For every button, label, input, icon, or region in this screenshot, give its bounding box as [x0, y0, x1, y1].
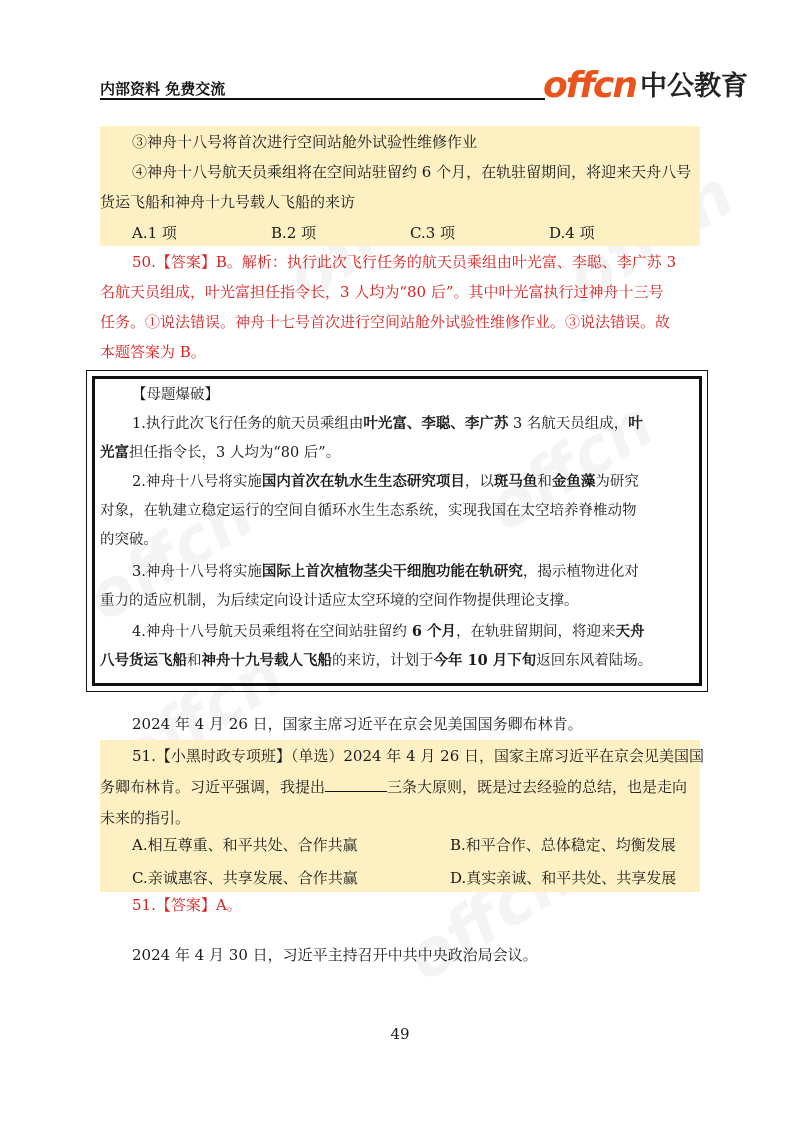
- key-point-3-line2: 重力的适应机制，为后续定向设计适应太空环境的空间作物提供理论支撑。: [100, 593, 579, 609]
- q51-line3: 未来的指引。: [100, 809, 191, 827]
- q51-option-a: A.相互尊重、和平共处、合作共赢: [132, 836, 358, 854]
- q50-option-d: D.4 项: [549, 224, 595, 242]
- logo-latin-text: offcn: [543, 65, 637, 106]
- key-point-2-line1: 2.神舟十八号将实施国内首次在轨水生生态研究项目，以斑马鱼和金鱼藻为研究: [132, 473, 639, 490]
- q50-item-3: ③神舟十八号将首次进行空间站舱外试验性维修作业: [132, 133, 478, 151]
- answer-50-line4: 本题答案为 B。: [100, 343, 206, 361]
- answer-50-line3: 任务。①说法错误。神舟十七号首次进行空间站舱外试验性维修作业。③说法错误。故: [100, 313, 671, 331]
- key-point-2-line3: 的突破。: [100, 532, 158, 548]
- news-item-1: 2024 年 4 月 26 日，国家主席习近平在京会见美国国务卿布林肯。: [132, 715, 583, 733]
- q50-options: [132, 218, 688, 248]
- answer-51: 51.【答案】A。: [132, 896, 242, 914]
- answer-blank: [325, 777, 387, 792]
- key-point-1-line1: 1.执行此次飞行任务的航天员乘组由叶光富、李聪、李广苏 3 名航天员组成，叶: [132, 415, 643, 432]
- page-number: 49: [390, 1025, 410, 1043]
- offcn-logo: [543, 64, 748, 104]
- q50-option-b: B.2 项: [271, 224, 317, 242]
- key-point-3-line1: 3.神舟十八号将实施国际上首次植物茎尖干细胞功能在轨研究，揭示植物进化对: [132, 563, 639, 580]
- q51-options-row-1: [132, 829, 688, 862]
- q51-option-b: B.和平合作、总体稳定、均衡发展: [450, 836, 676, 854]
- q50-item-4-line1: ④神舟十八号航天员乘组将在空间站驻留约 6 个月，在轨驻留期间，将迎来天舟八号: [132, 163, 692, 181]
- q50-option-a: A.1 项: [132, 224, 177, 242]
- q51-line1: 51.【小黑时政专项班】（单选）2024 年 4 月 26 日，国家主席习近平在京会见美国国: [132, 747, 705, 765]
- answer-50-line2: 名航天员组成，叶光富担任指令长，3 人均为“80 后”。其中叶光富执行过神舟十三号: [100, 283, 664, 301]
- q51-option-c: C.亲诚惠容、共享发展、合作共赢: [132, 869, 358, 887]
- key-point-4-line1: 4.神舟十八号航天员乘组将在空间站驻留约 6 个月，在轨驻留期间，将迎来天舟: [132, 623, 645, 640]
- key-point-2-line2: 对象，在轨建立稳定运行的空间自循环水生生态系统，实现我国在太空培养脊椎动物: [100, 503, 637, 519]
- q50-option-c: C.3 项: [410, 224, 456, 242]
- key-points-title: 【母题爆破】: [132, 387, 219, 403]
- q51-line2: 务卿布林肯。习近平强调，我提出 三条大原则，既是过去经验的总结，也是走向: [100, 778, 688, 796]
- logo-chinese-text: 中公教育: [640, 71, 749, 102]
- key-point-1-line2: 光富担任指令长，3 人均为“80 后”。: [100, 444, 341, 461]
- news-item-2: 2024 年 4 月 30 日，习近平主持召开中共中央政治局会议。: [132, 946, 538, 964]
- q51-options: [132, 829, 688, 895]
- key-point-4-line2: 八号货运飞船和神舟十九号载人飞船的来访，计划于今年 10 月下旬返回东风着陆场。: [100, 652, 653, 669]
- header-caption: 内部资料 免费交流: [100, 80, 226, 98]
- q51-option-d: D.真实亲诚、和平共处、共享发展: [450, 869, 677, 887]
- header-rule: [100, 98, 545, 100]
- q50-item-4-line2: 货运飞船和神舟十九号载人飞船的来访: [100, 193, 356, 211]
- answer-50-line1: 50.【答案】B。解析：执行此次飞行任务的航天员乘组由叶光富、李聪、李广苏 3: [132, 253, 677, 271]
